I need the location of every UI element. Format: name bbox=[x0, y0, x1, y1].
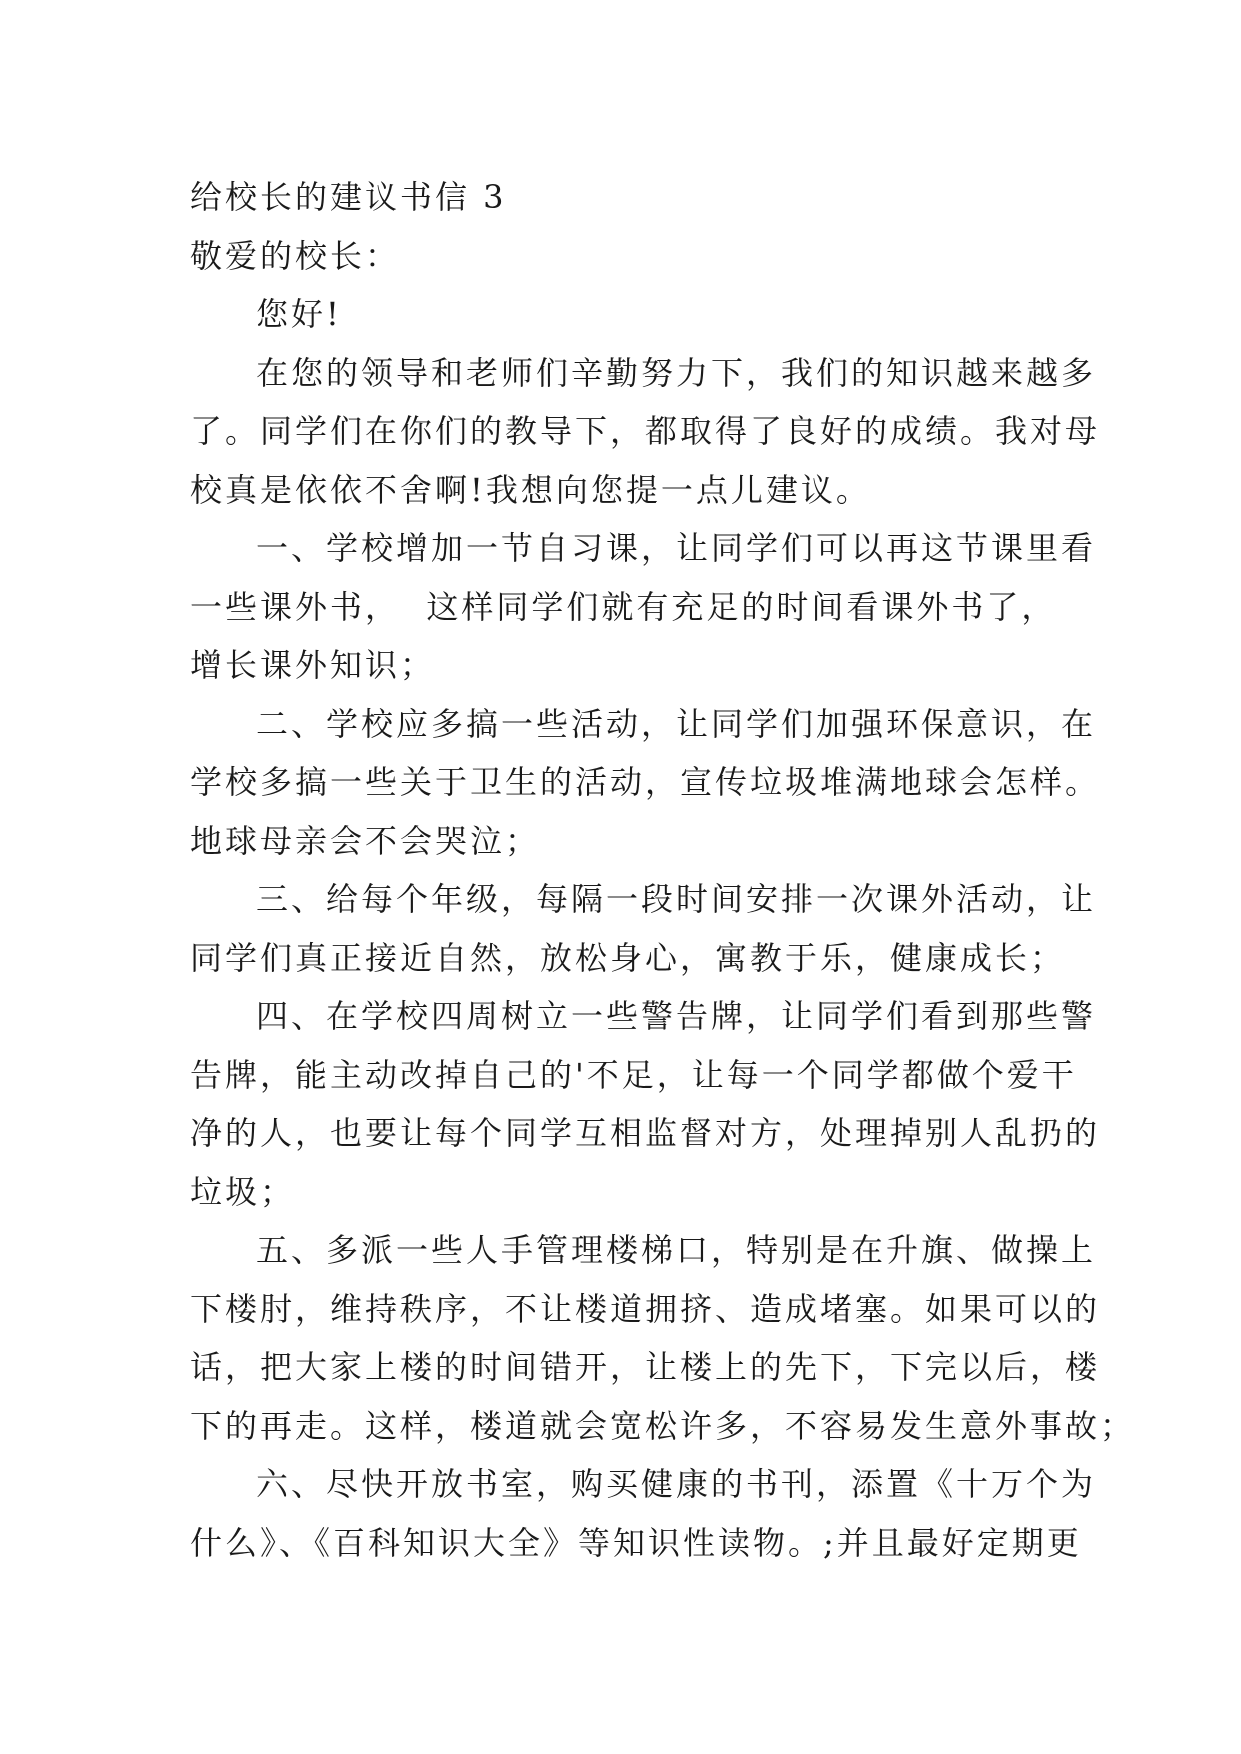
suggestion-4-line: 净的人，也要让每个同学互相监督对方，处理掉别人乱扔的 bbox=[190, 1114, 1101, 1152]
suggestion-2-line: 学校多搞一些关于卫生的活动，宣传垃圾堆满地球会怎样。 bbox=[190, 763, 1101, 801]
suggestion-2-line: 地球母亲会不会哭泣； bbox=[190, 821, 541, 860]
suggestion-3-line: 三、给每个年级，每隔一段时间安排一次课外活动，让 bbox=[256, 880, 1097, 918]
suggestion-2-line: 二、学校应多搞一些活动，让同学们加强环保意识，在 bbox=[256, 704, 1097, 743]
suggestion-5-line: 五、多派一些人手管理楼梯口，特别是在升旗、做操上 bbox=[256, 1231, 1097, 1269]
suggestion-6-line: 六、尽快开放书室，购买健康的书刊，添置《十万个为 bbox=[256, 1465, 1097, 1503]
suggestion-6-line: 什么》、《百科知识大全》等知识性读物。;并且最好定期更 bbox=[190, 1523, 1082, 1562]
greeting: 您好! bbox=[256, 295, 342, 333]
suggestion-4-line: 垃圾； bbox=[190, 1172, 296, 1211]
body-line: 了。同学们在你们的教导下，都取得了良好的成绩。我对母 bbox=[190, 412, 1101, 450]
suggestion-1-line: 增长课外知识； bbox=[190, 646, 436, 684]
suggestion-5-line: 下的再走。这样，楼道就会宽松许多，不容易发生意外事故； bbox=[190, 1406, 1136, 1445]
salutation: 敬爱的校长： bbox=[190, 236, 401, 275]
suggestion-4-line: 告牌，能主动改掉自己的'不足，让每一个同学都做个爱干 bbox=[190, 1055, 1077, 1094]
letter-title: 给校长的建议书信 3 bbox=[190, 178, 507, 216]
suggestion-1-line: 一些课外书， 这样同学们就有充足的时间看课外书了， bbox=[190, 587, 1057, 626]
suggestion-1-line: 一、学校增加一节自习课，让同学们可以再这节课里看 bbox=[256, 529, 1097, 567]
suggestion-5-line: 话，把大家上楼的时间错开，让楼上的先下，下完以后，楼 bbox=[190, 1348, 1101, 1386]
suggestion-3-line: 同学们真正接近自然，放松身心，寓教于乐，健康成长； bbox=[190, 938, 1066, 977]
letter-page bbox=[190, 168, 1136, 1572]
body-line: 校真是依依不舍啊!我想向您提一点儿建议。 bbox=[190, 470, 871, 509]
body-line: 在您的领导和老师们辛勤努力下，我们的知识越来越多 bbox=[256, 353, 1097, 392]
suggestion-5-line: 下楼肘，维持秩序，不让楼道拥挤、造成堵塞。如果可以的 bbox=[190, 1289, 1101, 1328]
suggestion-4-line: 四、在学校四周树立一些警告牌，让同学们看到那些警 bbox=[256, 997, 1097, 1035]
